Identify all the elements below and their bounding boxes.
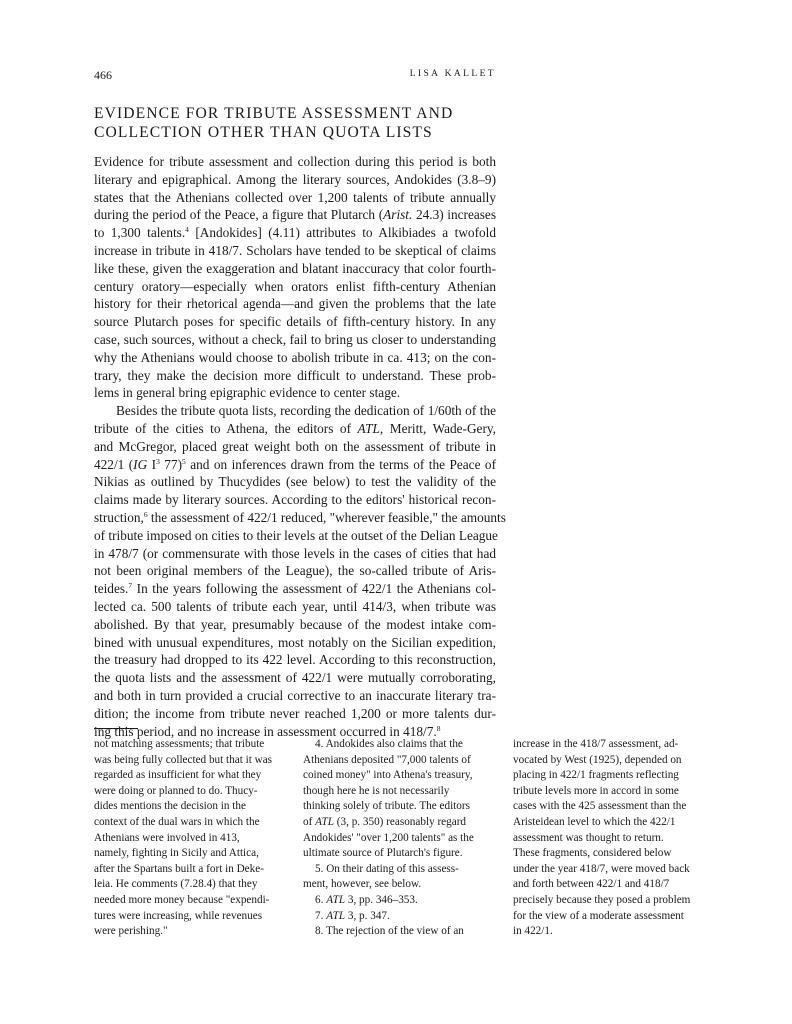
- footnote-line: Andokides' "over 1,200 talents" as the: [303, 831, 474, 844]
- footnote-line: tures were increasing, while revenues: [94, 909, 263, 922]
- running-head: LISA KALLET: [409, 69, 496, 79]
- footnote-line: and forth between 422/1 and 418/7: [513, 878, 670, 891]
- footnote-line: These fragments, considered below: [513, 847, 672, 860]
- text-line: bined with unusual expenditures, most notably on the Sicilian expedition,: [94, 634, 496, 650]
- text-line: the treasury had dropped to its 422 level. According to this reconstruction,: [94, 652, 496, 668]
- text-line: trary, they make the decision more difficult to understand. These prob-: [94, 367, 496, 383]
- footnote: [303, 737, 489, 862]
- footnote-line: 4. Andokides also claims that the: [315, 738, 463, 750]
- text-line: to 1,300 talents.$^4$ [Andokides] (4.11) attributes to Alkibiades a twofold: [94, 225, 496, 241]
- footnote: [303, 924, 489, 940]
- footnote-line: 7. ATL 3, p. 347.: [315, 909, 390, 922]
- footnote-rule: [94, 728, 138, 729]
- text-line: teides.$^7$ In the years following the assessment of 422/1 the Athenians col-: [94, 581, 496, 597]
- footnote-line: not matching assessments; that tribute: [94, 738, 265, 750]
- footnote-line: though here he is not necessarily: [303, 784, 450, 797]
- footnote: [513, 737, 699, 940]
- footnote: [303, 909, 489, 925]
- footnote: [303, 893, 489, 909]
- text-line: like these, given the exaggeration and blatant inaccuracy that color fourth-: [94, 260, 496, 276]
- text-line: literary and epigraphical. Among the literary sources, Andokides (3.8–9): [94, 171, 496, 187]
- text-line: lected ca. 500 talents of tribute each year, until 414/3, when tribute was: [94, 598, 496, 614]
- section-heading-line: EVIDENCE FOR TRIBUTE ASSESSMENT AND: [94, 105, 454, 122]
- footnote-line: ultimate source of Plutarch's figure.: [303, 847, 463, 860]
- text-line: abolished. By that year, presumably because of the modest intake com-: [94, 616, 496, 632]
- footnote-line: dides mentions the decision in the: [94, 800, 246, 813]
- footnote-line: 8. The rejection of the view of an: [315, 925, 464, 938]
- footnote-line: 6. ATL 3, pp. 346–353.: [315, 893, 418, 906]
- footnote-column-3: [513, 737, 699, 940]
- footnote-line: 5. On their dating of this assess-: [315, 862, 459, 875]
- text-line: in 478/7 (or commensurate with those levels in the cases of cities that had: [94, 545, 496, 561]
- footnote-line: after the Spartans built a fort in Deke-: [94, 862, 264, 875]
- paragraph: [94, 153, 496, 402]
- paragraph: [94, 402, 506, 740]
- footnote-line: needed more money because "expendi-: [94, 893, 270, 906]
- footnote-line: namely, fighting in Sicily and Attica,: [94, 847, 259, 860]
- text-line: not been original members of the League), the so-called tribute of Aris-: [94, 563, 496, 579]
- footnote-line: coined money" into Athena's treasury,: [303, 769, 473, 782]
- footnote-line: increase in the 418/7 assessment, ad-: [513, 738, 679, 750]
- footnote-line: Athenians were involved in 413,: [94, 831, 240, 844]
- footnote: [303, 862, 489, 893]
- text-line: why the Athenians would choose to abolish tribute in ca. 413; on the con-: [94, 349, 496, 365]
- text-line: dition; the income from tribute never reached 1,200 or more talents dur-: [94, 705, 496, 721]
- page-number: 466: [94, 68, 112, 82]
- footnote-line: vocated by West (1925), depended on: [513, 753, 682, 766]
- text-line: history for their rhetorical agenda—and given the problems that the late: [94, 296, 496, 312]
- text-line: tribute of the cities to Athena, the editors of ATL, Meritt, Wade-Gery,: [94, 420, 496, 436]
- text-line: Besides the tribute quota lists, recording the dedication of 1/60th of the: [116, 403, 496, 419]
- footnote-line: context of the dual wars in which the: [94, 815, 260, 828]
- footnote-line: placing in 422/1 fragments reflecting: [513, 769, 679, 782]
- text-line: increase in tribute in 418/7. Scholars have tended to be skeptical of claims: [94, 242, 496, 258]
- footnote-line: were perishing.": [94, 925, 168, 938]
- text-line: lems in general bring epigraphic evidence to center stage.: [94, 385, 401, 401]
- text-line: the quota lists and the assessment of 422/1 were mutually corroborating,: [94, 670, 496, 686]
- text-line: Nikias as outlined by Thucydides (see below) to test the validity of the: [94, 474, 496, 490]
- footnote: [94, 737, 280, 940]
- footnote-line: for the view of a moderate assessment: [513, 909, 684, 922]
- footnote-line: regarded as insufficient for what they: [94, 769, 262, 782]
- text-line: of tribute imposed on cities to their levels at the outset of the Delian League: [94, 527, 498, 543]
- text-line: ing this period, and no increase in assessment occurred in 418/7.$^8$: [94, 723, 441, 739]
- footnote-line: ment, however, see below.: [303, 878, 422, 891]
- text-line: century oratory—especially when orators enlist fifth-century Athenian: [94, 278, 496, 294]
- footnote-line: were doing or planned to do. Thucy-: [94, 784, 258, 797]
- footnote-line: of ATL (3, p. 350) reasonably regard: [303, 815, 467, 828]
- footnote-line: Athenians deposited "7,000 talents of: [303, 753, 471, 766]
- footnote-line: leia. He comments (7.28.4) that they: [94, 878, 258, 891]
- text-line: source Plutarch poses for specific details of fifth-century history. In any: [94, 314, 496, 330]
- text-line: case, such sources, without a check, fail to bring us closer to understanding: [94, 331, 496, 347]
- footnote-line: Aristeidean level to which the 422/1: [513, 815, 676, 828]
- footnote-line: precisely because they posed a problem: [513, 893, 691, 906]
- footnote-line: under the year 418/7, were moved back: [513, 862, 690, 875]
- text-line: claims made by literary sources. According to the editors' historical recon-: [94, 492, 496, 508]
- section-heading-line: COLLECTION OTHER THAN QUOTA LISTS: [94, 124, 433, 141]
- body-text: [94, 153, 506, 740]
- footnote-line: thinking solely of tribute. The editors: [303, 800, 470, 813]
- text-line: states that the Athenians collected over 1,200 talents of tribute annually: [94, 189, 496, 205]
- text-line: and McGregor, placed great weight both on the assessment of tribute in: [94, 438, 496, 454]
- footnote-column-1: [94, 737, 280, 940]
- text-line: struction,$^6$ the assessment of 422/1 reduced, "wherever feasible," the amounts: [94, 509, 506, 525]
- text-line: Evidence for tribute assessment and collection during this period is both: [94, 154, 496, 169]
- footnote-line: cases with the 425 assessment than the: [513, 800, 687, 813]
- footnote-column-2: [303, 737, 489, 940]
- page-header: [94, 68, 496, 86]
- text-line: 422/1 (IG $I^3$ 77)$^5$ and on inferences drawn from the terms of the Peace of: [94, 456, 496, 472]
- text-line: during the period of the Peace, a figure that Plutarch (Arist. 24.3) increases: [94, 207, 496, 223]
- footnote-line: tribute levels more in accord in some: [513, 784, 679, 797]
- footnote-line: in 422/1.: [513, 925, 553, 938]
- footnote-line: was being fully collected but that it was: [94, 753, 273, 766]
- section-heading: [94, 104, 514, 142]
- text-line: and both in turn provided a crucial corrective to an inaccurate literary tra-: [94, 687, 496, 703]
- footnote-line: assessment was thought to return.: [513, 831, 664, 844]
